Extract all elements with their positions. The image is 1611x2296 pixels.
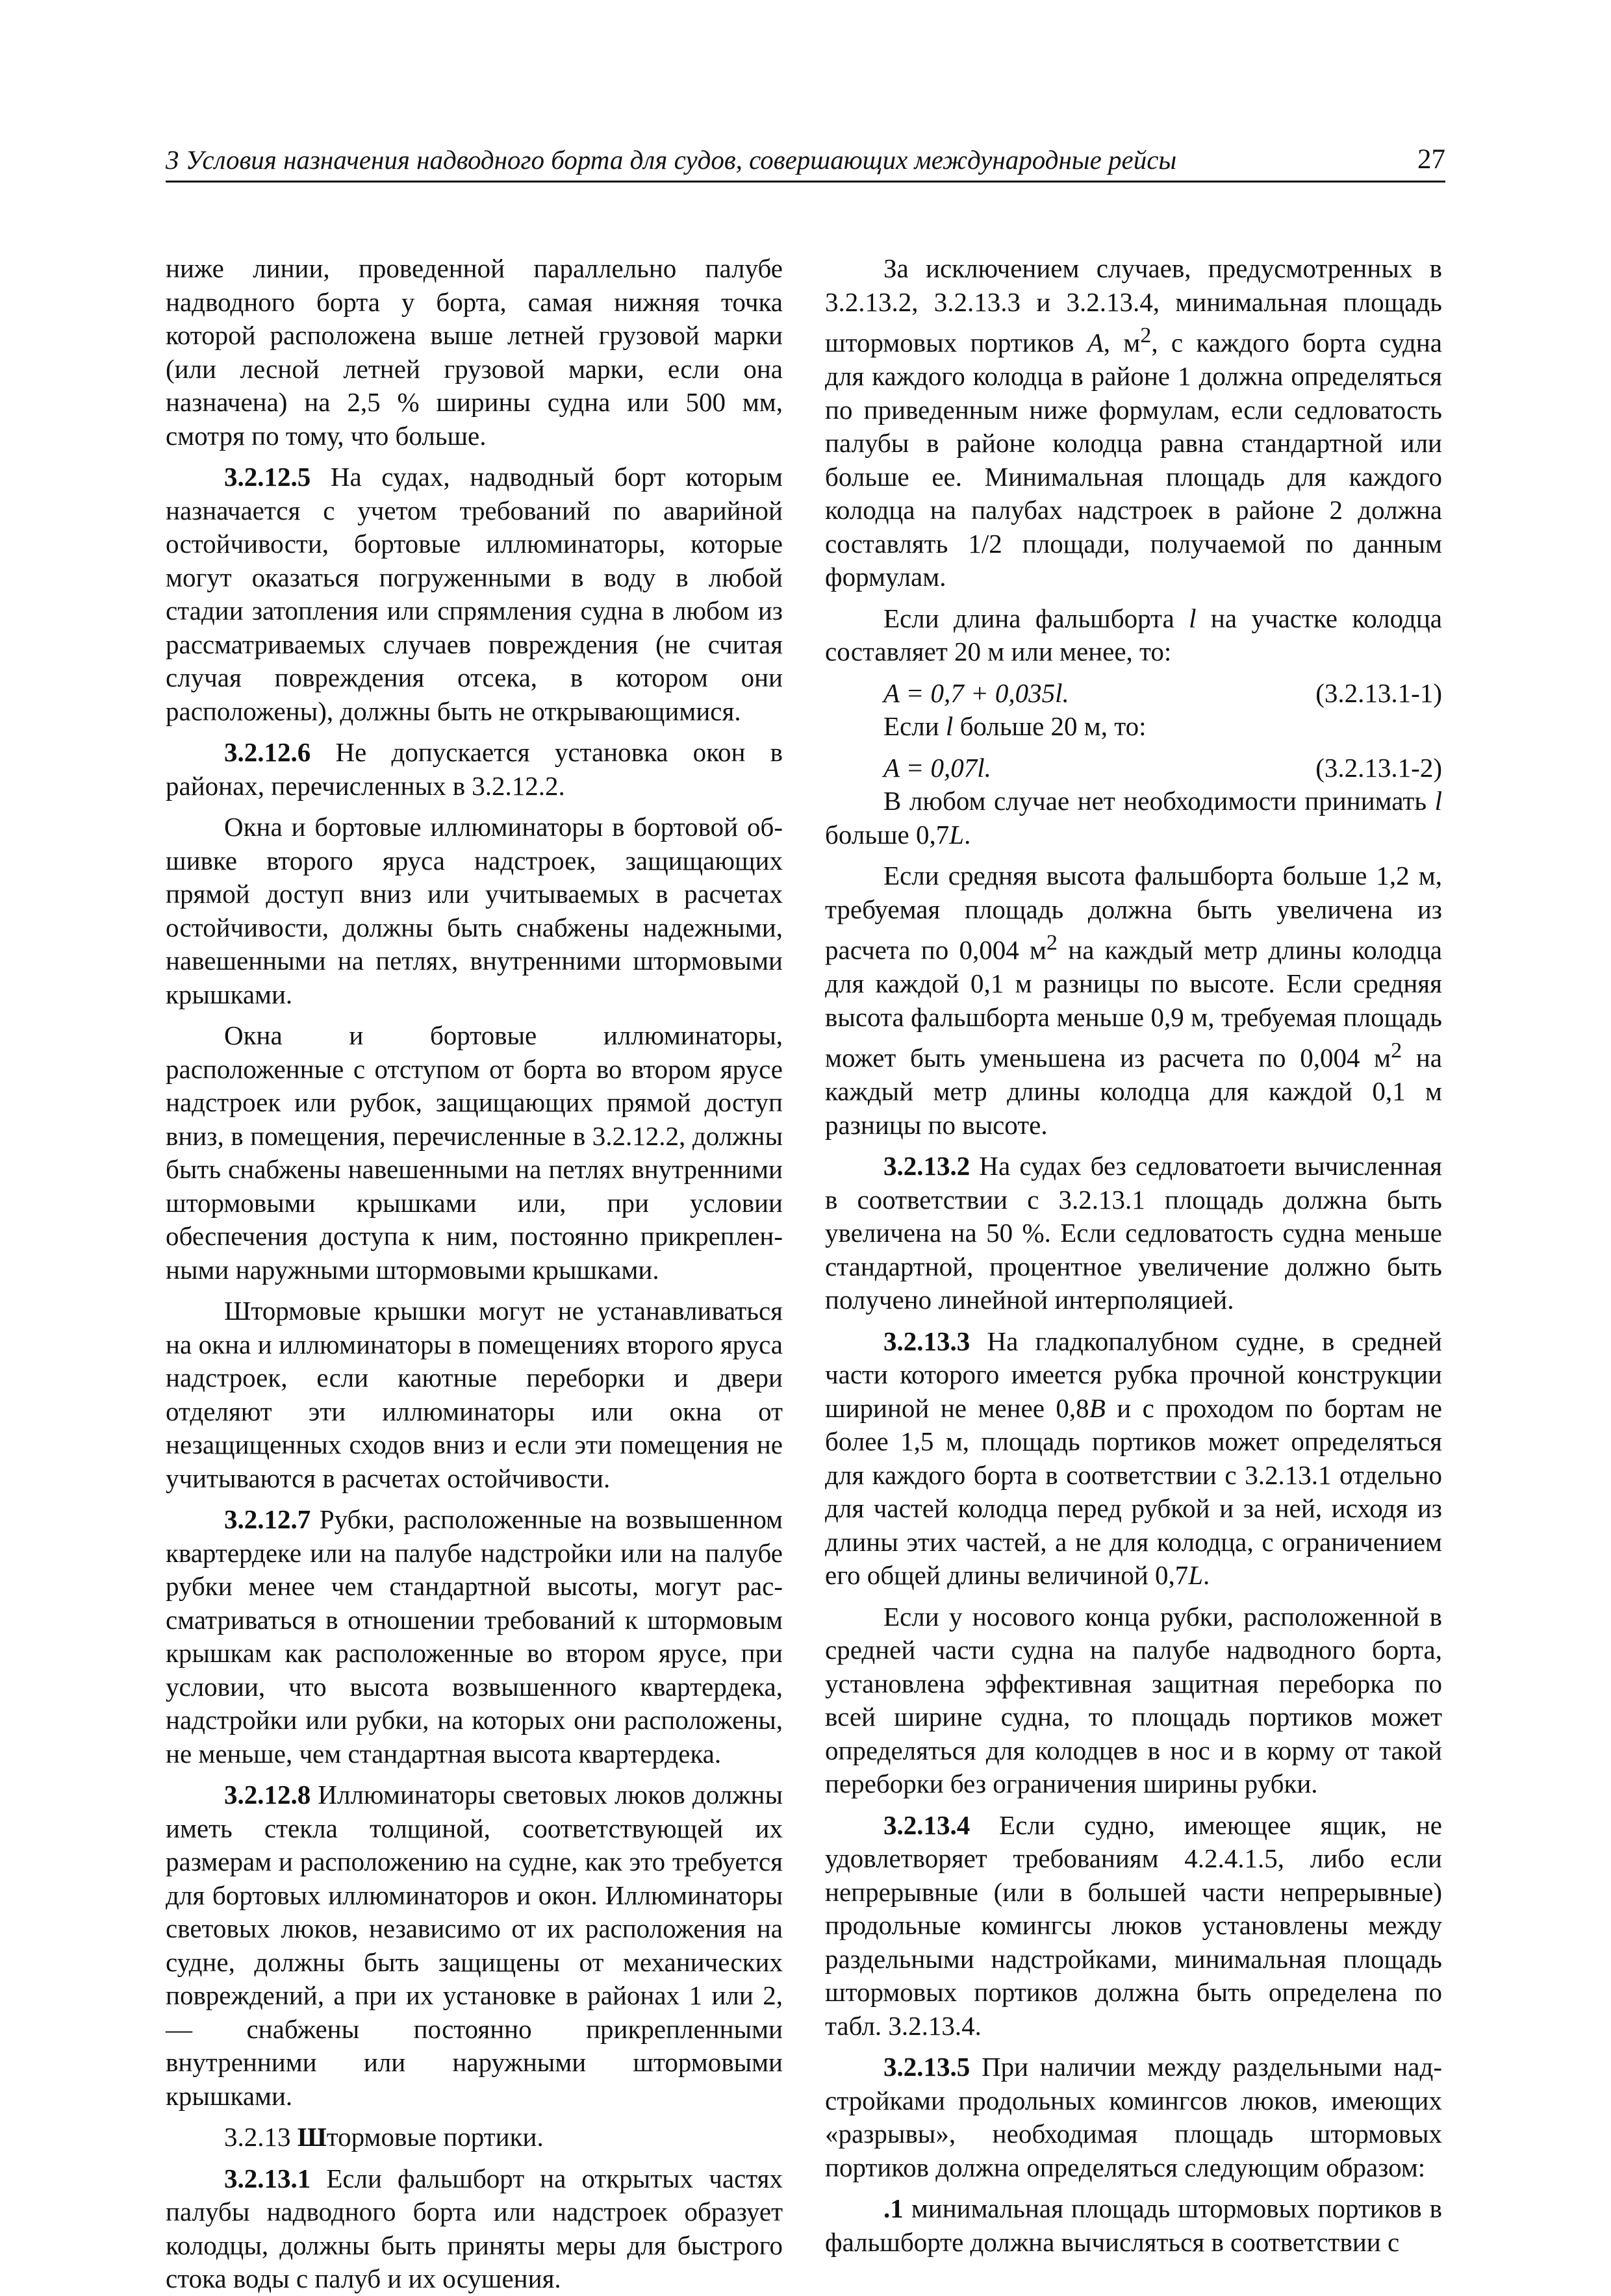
paragraph: Если у носового конца рубки, расположенной в средней части судна на палубе надводного борта, установлена эффективная защитная переборка по всей ширине судна, то площадь портиков может определяться для колодцев в нос и в корму от такой переборки без ограничения ширины рубки. — [825, 1601, 1442, 1799]
paragraph: Штормовые крышки могут не устанавливаться на окна и иллюминаторы в помещениях второго яруса надстроек, если каютные переборки и двери отделяют эти иллюминаторы или окна от незащищенных сходов вниз и если эти помещения не учитываются в расчетах остойчивости. — [166, 1296, 783, 1493]
section-number: 3.2.12.7 — [224, 1504, 311, 1534]
header-title: 3 Условия назначения надводного борта для судов, совершающих международные рейсы — [166, 145, 1177, 175]
paragraph: 3.2.13.1 Если фальшборт на открытых частях палубы надводного борта или надстроек образует колодцы, должны быть приняты меры для быстрого стока воды с палуб и их осушения. — [166, 2163, 783, 2293]
section-number: 3.2.13.1 — [224, 2163, 311, 2193]
section-number: .1 — [883, 2193, 904, 2224]
paragraph: 3.2.12.6 Не допускается установка окон в районах, перечисленных в 3.2.12.2. — [166, 737, 783, 801]
paragraph: Если длина фальшборта l на участке колодца составляет 20 м или менее, то: — [825, 603, 1442, 667]
section-number: 3.2.13.3 — [883, 1326, 970, 1356]
section-heading: 3.2.13 Штормовые портики. — [224, 2122, 544, 2152]
left-column — [166, 252, 783, 2296]
paragraph: 3.2.12.8 Иллюминаторы световых люков должны иметь стекла толщиной, соответствующей их размерам и расположению на судне, как это требуется для бортовых иллюминаторов и окон. Иллюминаторы световых люков, независимо от их расположения на судне, должны быть защищены от механических повреждений, а при их установке в районах 1 или 2, — снабжены постоянно прикрепленными внутренними или наружными штормовыми крышками. — [166, 1780, 783, 2111]
running-header — [166, 142, 1445, 183]
paragraph: 3.2.13.2 На судах без седловатоети вычисленная в соответствии с 3.2.13.1 площадь должна быть увеличена на 50 %. Если седловатость судна меньше стандартной, процентное увеличение должно быть получено линейной интерполяцией. — [825, 1151, 1442, 1315]
formula-number: (3.2.13.1-1) — [1315, 677, 1442, 708]
paragraph: Если средняя высота фальшборта больше 1,2 м, требуемая площадь должна быть увеличена из расчета по 0,004 $м^2$ на каждый метр длины колодца для каждой 0,1 м разницы по высоте. Если средняя высота фальшборта меньше 0,9 м, требуемая площадь может быть уменьшена из расчета по 0,004 $м^2$ на каждый метр длины колодца для каждой 0,1 м разницы по высоте. — [825, 861, 1442, 1140]
formula-number: (3.2.13.1-2) — [1315, 752, 1442, 783]
paragraph: 3.2.13.3 На гладкопалубном судне, в средней части которого имеется рубка прочной конструкции шириной не менее 0,8B и с проходом по бортам не более 1,5 м, площадь портиков может определяться для каждого борта в соответствии с 3.2.13.1 отдельно для частей колодца перед рубкой и за ней, исходя из длины этих частей, а не для колодца, с ограничением его общей длины величиной 0,7L. — [825, 1326, 1442, 1591]
section-number: 3.2.13.5 — [883, 2052, 970, 2082]
right-column — [825, 252, 1442, 2259]
paragraph: 3.2.13.5 При наличии между раздельными надстройками продольных комингсов люков, имеющих «разрывы», необходимая площадь штормовых портиков должна определяться следующим образом: — [825, 2052, 1442, 2182]
paragraph: 3.2.12.5 На судах, надводный борт которым назначается с учетом требований по аварийной остойчивости, бортовые иллюминаторы, которые могут оказаться погруженными в воду в любой стадии затопления или спрямления судна в любом из рассматриваемых случаев повреждения (не считая случая повреждения отсека, в котором они расположены), должны быть не открывающимися. — [166, 462, 783, 726]
section-number: 3.2.12.6 — [224, 737, 311, 767]
section-number: 3.2.13.4 — [883, 1810, 970, 1840]
section-number: 3.2.13.2 — [883, 1151, 970, 1181]
formula: A = 0,7 + 0,035l. (3.2.13.1-1) — [825, 677, 1442, 711]
paragraph: 3.2.12.7 Рубки, расположенные на возвышенном квартердеке или на палубе надстройки или на палубе рубки менее чем стандартной высоты, могут рассматриваться в отношении требований к штормовым крышкам как расположенные во втором ярусе, при условии, что высота возвышенного квартердека, надстройки или рубки, на которых они расположены, не меньше, чем стандартная высота квартердека. — [166, 1504, 783, 1769]
paragraph: 3.2.13.4 Если судно, имеющее ящик, не удовлетворяет требованиям 4.2.4.1.5, либо если непрерывные (или в большей части непрерывные) продольные комингсы люков установлены между раздельными надстройками, минимальная площадь штормовых портиков должна быть определена по табл. 3.2.13.4. — [825, 1810, 1442, 2041]
paragraph: Окна и бортовые иллюминаторы, расположенные с отступом от борта во втором ярусе надстроек или рубок, защищающих прямой доступ вниз, в помещения, перечисленные в 3.2.12.2, должны быть снабжены навешенными на петлях внутренними штормовыми крышками или, при условии обеспечения доступа к ним, постоянно прикрепленными наружными штормовыми крышками. — [166, 1020, 783, 1285]
paragraph: В любом случае нет необходимости принимать l больше 0,7L. — [825, 786, 1442, 850]
section-number: 3.2.12.5 — [224, 462, 311, 492]
paragraph: За исключением случаев, предусмотренных в 3.2.13.2, 3.2.13.3 и 3.2.13.4, минимальная площадь штормовых портиков A, $м^2$, с каждого борта судна для каждого колодца в районе 1 должна определяться по приведенным ниже формулам, если седловатость палубы в районе колодца равна стандартной или больше ее. Минимальная площадь для каждого колодца на палубах надстроек в районе 2 должна составлять 1/2 площади, получаемой по данным формулам. — [825, 253, 1442, 592]
section-number: 3.2.12.8 — [224, 1780, 311, 1810]
paragraph: Окна и бортовые иллюминаторы в бортовой обшивке второго яруса надстроек, защищающих прямой доступ вниз или учитываемых в расчетах остойчивости, должны быть снабжены надежными, навешенными на петлях, внутренними штормовыми крышками. — [166, 812, 783, 1009]
paragraph: .1 минимальная площадь штормовых портиков в фальшборте должна вычисляться в соответствии с — [825, 2193, 1442, 2257]
formula: A = 0,07l. (3.2.13.1-2) — [825, 751, 1442, 785]
page-number: 27 — [1417, 144, 1445, 175]
paragraph: ниже линии, проведенной параллельно палубе надводного борта у борта, самая нижняя точка которой расположена выше летней грузовой марки (или лесной летней грузовой марки, если она назначена) на 2,5 % ширины судна или 500 мм, смотря по тому, что больше. — [166, 253, 783, 451]
paragraph: Если l больше 20 м, то: — [883, 711, 1147, 742]
